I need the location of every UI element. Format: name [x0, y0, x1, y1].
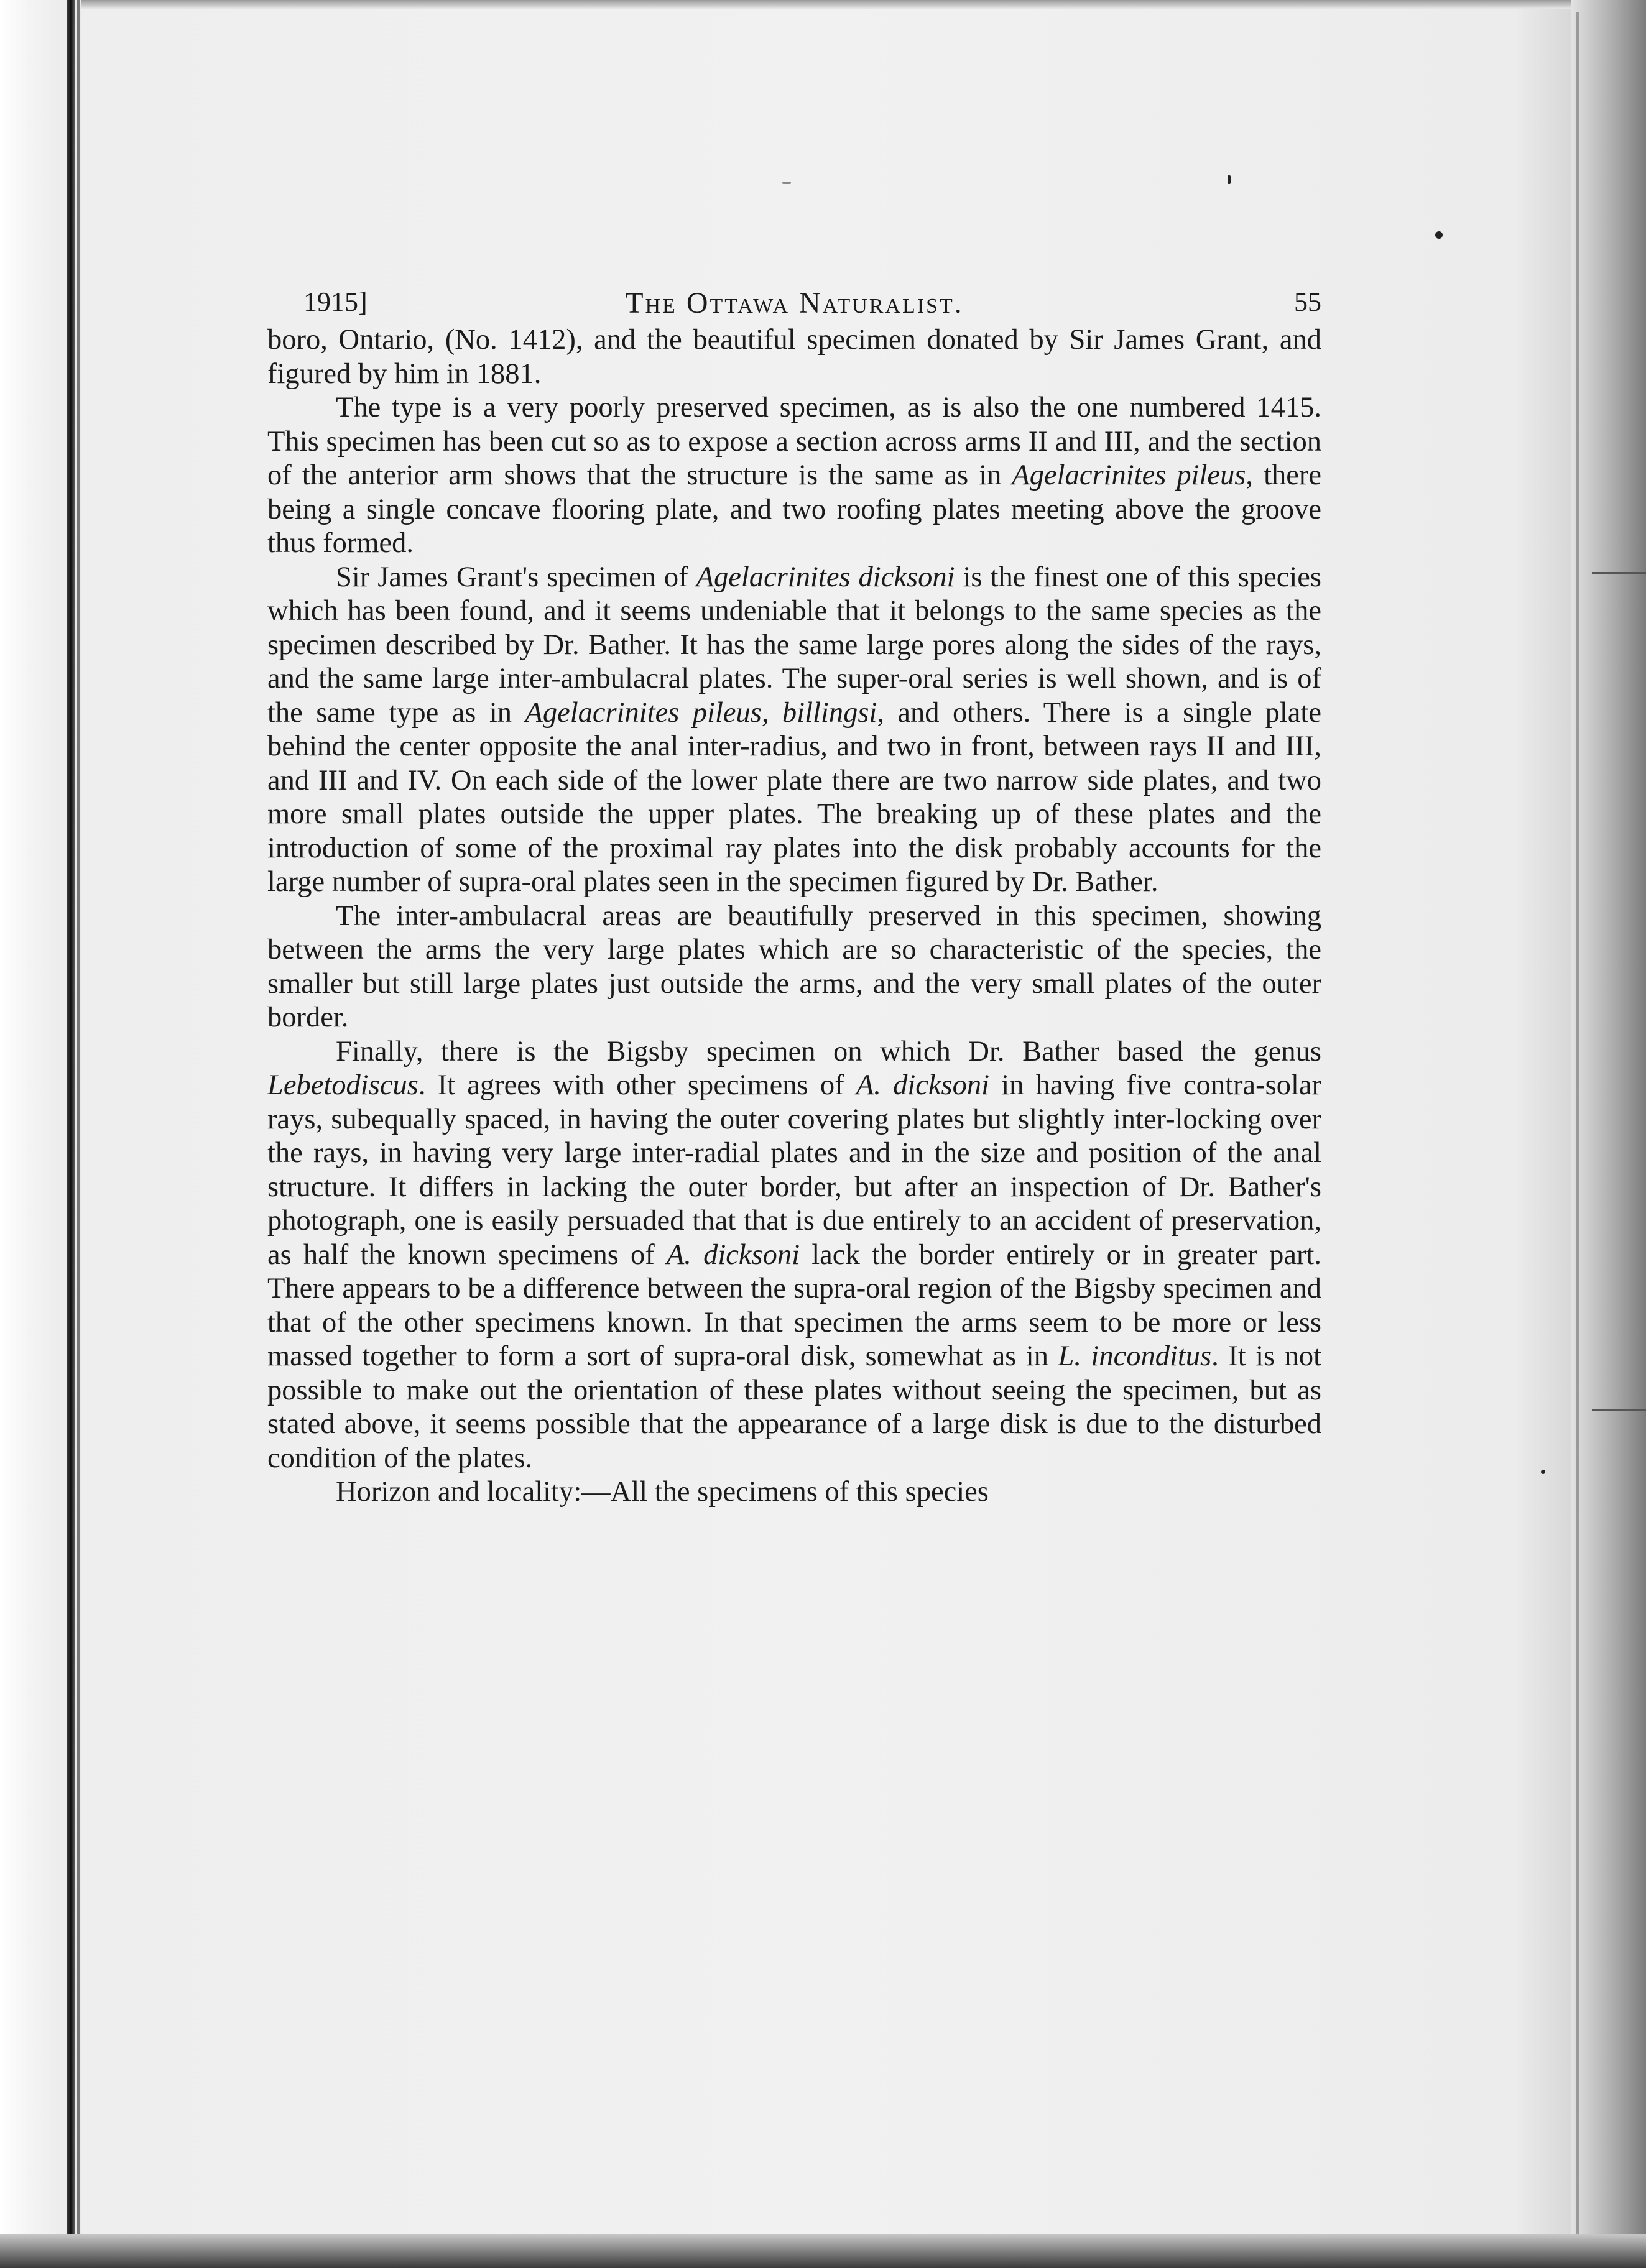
text-run: , there being a single concave flooring plate, and two roofing plates meeting above the groove thus formed.: [267, 459, 1321, 559]
text-run: The type is a very poorly preserved specimen, as is also the one numbered 1415. This specimen has been cut so as to expose a section across arms II and III, and the section of the anterior arm shows that the structure is the same as in: [267, 392, 1321, 491]
italic-taxon-name: A. dicksoni: [856, 1069, 990, 1101]
italic-taxon-name: Agelacrinites pileus: [1012, 459, 1246, 491]
italic-taxon-name: L. inconditus: [1058, 1340, 1212, 1372]
paragraph: [267, 561, 1321, 900]
scan-mark: [1592, 572, 1646, 574]
book-spine-edge: [77, 0, 80, 2268]
paragraph: [267, 323, 1321, 391]
text-run: The inter-ambulacral areas are beautifully preserved in this specimen, showing between the arms the very large plates which are so characteristic of the species, the smaller but still large plates just outside the arms, and the very small plates of the outer border.: [267, 900, 1321, 1033]
body-text: [267, 323, 1321, 1510]
scan-mark: [1592, 1409, 1646, 1411]
text-run: Sir James Grant's specimen of: [336, 561, 696, 593]
dust-speck: [1541, 1470, 1545, 1474]
text-run: is the finest one of this species which has been found, and it seems undeniable that it belongs to the same species as the specimen described by Dr. Bather. It has the same large pores along the sides of the rays, and the same large inter-ambulacral plates. The super-oral series is well shown, and is of the same type as in: [267, 561, 1321, 729]
book-page: [267, 267, 1321, 1510]
paragraph: [267, 391, 1321, 561]
dust-speck: [1435, 231, 1443, 239]
dust-speck: [1228, 175, 1231, 184]
text-run: lack the border entirely or in greater part. There appears to be a difference between the supra-oral region of the Bigsby specimen and that of the other specimens known. In that specimen the arms seem to be more or less massed together to form a sort of supra-oral disk, somewhat as in: [267, 1238, 1321, 1372]
paragraph: [267, 1475, 1321, 1510]
paragraph: [267, 900, 1321, 1035]
text-run: . It agrees with other specimens of: [418, 1069, 856, 1101]
text-run: , and others. There is a single plate behind the center opposite the anal inter-radius, and two in front, between rays II and III, and III and IV. On each side of the lower plate there are two narrow side plates, and two more small plates outside the upper plates. The breaking up of these plates and the introduction of some of the proximal ray plates into the disk probably accounts for the large number of supra-oral plates seen in the specimen figured by Dr. Bather.: [267, 696, 1321, 898]
italic-taxon-name: Lebetodiscus: [267, 1069, 418, 1101]
italic-taxon-name: Agelacrinites pileus, billingsi: [525, 696, 877, 729]
italic-taxon-name: Agelacrinites dicksoni: [696, 561, 955, 593]
page-number: 55: [1294, 287, 1321, 317]
text-run: . It is not possible to make out the orientation of these plates without seeing the specimen, but as stated above, it seems possible that the appearance of a large disk is due to the disturbed condition of the plates.: [267, 1340, 1321, 1474]
text-run: in having five contra-solar rays, subequally spaced, in having the outer covering plates but slightly inter-locking over the rays, in having very large inter-radial plates and in the size and position of the anal structure. It differs in lacking the outer border, but after an inspection of Dr. Bather's photograph, one is easily persuaded that that is due entirely to an accident of preservation, as half the known specimens of: [267, 1069, 1322, 1271]
paragraph: [267, 1035, 1321, 1476]
page-edge-line: [1576, 12, 1579, 2251]
dust-speck: [782, 182, 791, 184]
scan-top-edge: [0, 0, 1646, 9]
book-spine-shadow: [67, 0, 75, 2268]
italic-taxon-name: A. dicksoni: [666, 1238, 800, 1271]
text-run: Horizon and locality:—All the specimens of this species: [336, 1476, 989, 1508]
header-year: 1915]: [303, 287, 368, 317]
scan-bottom-edge: [0, 2234, 1646, 2268]
text-run: Finally, there is the Bigsby specimen on which Dr. Bather based the genus: [336, 1035, 1321, 1067]
text-run: boro, Ontario, (No. 1412), and the beautiful specimen donated by Sir James Grant, and figured by him in 1881.: [267, 324, 1321, 390]
running-header: [267, 267, 1321, 323]
scan-right-margin: [1571, 0, 1646, 2268]
journal-title: The Ottawa Naturalist.: [625, 287, 964, 320]
